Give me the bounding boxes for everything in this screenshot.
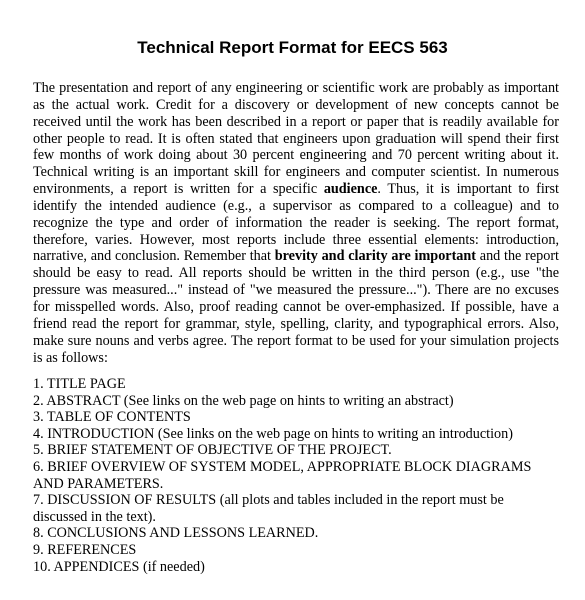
list-item: 10. APPENDICES (if needed): [33, 558, 205, 575]
list-item: 4. INTRODUCTION (See links on the web page on hints to writing an introduction): [33, 425, 513, 442]
report-format-list: [33, 376, 559, 575]
intro-text-part-3: and the report should be easy to read. All reports should be written in the third person (e.g., use "the pressure was measured..." instead of "we measured the pressure..."). There are no excuses for misspelled words. Also, proof reading cannot be over-emphasized. If possible, have a friend read the report for grammar, style, spelling, clarity, and typographical errors. Also, make sure nouns and verbs agree. The report format to be used for your simulation projects is as follows:: [33, 248, 559, 366]
list-item: 6. BRIEF OVERVIEW OF SYSTEM MODEL, APPROPRIATE BLOCK DIAGRAMS AND PARAMETERS.: [33, 458, 532, 492]
list-item: 8. CONCLUSIONS AND LESSONS LEARNED.: [33, 525, 319, 542]
emphasis-brevity-clarity: brevity and clarity are important: [274, 248, 477, 265]
intro-text-part-2: . Thus, it is important to first identify the intended audience (e.g., a supervisor as compared to a colleague) and to recognize the type and order of information the reader is seeking. The report format, therefore, varies. However, most reports include three essential elements: introduction, narrative, and conclusion. Remember that: [33, 181, 559, 265]
list-item: 5. BRIEF STATEMENT OF OBJECTIVE OF THE PROJECT.: [33, 442, 392, 459]
intro-text-part-1: The presentation and report of any engineering or scientific work are probably as important as the actual work. Credit for a discovery or development of new concepts cannot be received until the work has been described in a report or paper that is readily available for other people to read. It is often stated that engineers upon graduation will spend their first few months of work doing about 30 percent engineering and 70 percent writing about it. Technical writing is an important skill for engineers and computer scientist. In numerous environments, a report is written for a specific: [33, 80, 559, 198]
emphasis-audience: audience: [323, 181, 378, 198]
list-item: 9. REFERENCES: [33, 541, 137, 558]
document-title: Technical Report Format for EECS 563: [137, 38, 448, 57]
list-item: 2. ABSTRACT (See links on the web page on hints to writing an abstract): [33, 392, 454, 409]
list-item: 7. DISCUSSION OF RESULTS (all plots and tables included in the report must be discussed in the text).: [33, 492, 504, 525]
list-item: 1. TITLE PAGE: [33, 376, 126, 392]
list-item: 3. TABLE OF CONTENTS: [33, 409, 191, 426]
intro-paragraph: [33, 80, 559, 366]
